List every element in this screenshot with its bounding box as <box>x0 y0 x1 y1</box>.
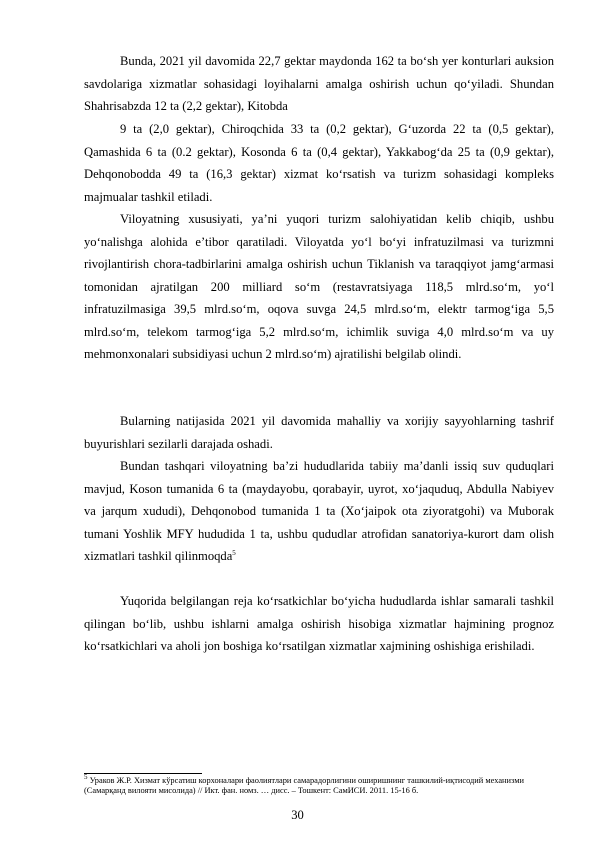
paragraph-1: Bunda, 2021 yil davomida 22,7 gektar maydonda 162 ta bo‘sh yer konturlari auksion savdolariga xizmatlar sohasidagi loyihalarni amalga oshirish uchun qo‘yiladi. Shundan Shahrisabzda 12 ta (2,2 gektar), Kitobda <box>84 54 554 113</box>
paragraph-4: Bularning natijasida 2021 yil davomida mahalliy va xorijiy sayyohlarning tashrif buyurishlari sezilarli darajada oshadi. <box>84 414 554 451</box>
paragraph-5-text: Bundan tashqari viloyatning ba’zi hududlarida tabiiy ma’danli issiq suv quduqlari mavjud, Koson tumanida 6 ta (maydayobu, qorabayir, uyrot, xo‘jaquduq, Abdulla Nabiyev va jarqum xududi), Dehqonobod tumanida 1 ta (Xo‘jaipok ota ziyoratgohi) va Muborak tumani Yoshlik MFY hududida 1 ta, ushbu qududlar atrofidan sanatoriya-kurort dam olish xizmatlari tashkil qilinmoqda <box>84 459 554 563</box>
paragraph-5 <box>84 455 554 568</box>
footnote-number: 5 <box>84 773 88 782</box>
footnote <box>84 773 554 797</box>
page-number: 30 <box>291 808 304 822</box>
footnote-divider <box>84 773 202 774</box>
paragraph-6: Yuqorida belgilangan reja ko‘rsatkichlar bo‘yicha hududlarda ishlar samarali tashkil qilingan bo‘lib, ushbu ishlarni amalga oshirish hisobiga xizmatlar hajmining prognoz ko‘rsatkichlari va aholi jon boshiga ko‘rsatilgan xizmatlar xajmining oshishiga erishiladi. <box>84 594 554 653</box>
paragraph-3: Viloyatning xususiyati, ya’ni yuqori turizm salohiyatidan kelib chiqib, ushbu yo‘nalishga alohida e’tibor qaratiladi. Viloyatda yo‘l bo‘yi infratuzilmasi va turizmni rivojlantirish chora-tadbirlarini amalga oshirish uchun Tiklanish va taraqqiyot jamg‘armasi tomonidan ajratilgan 200 milliard so‘m (restavratsiyaga 118,5 mlrd.so‘m, yo‘l infratuzilmasiga 39,5 mlrd.so‘m, oqova suvga 24,5 mlrd.so‘m, elektr tarmog‘iga 5,5 mlrd.so‘m, telekom tarmog‘iga 5,2 mlrd.so‘m, ichimlik suviga 4,0 mlrd.so‘m va uy mehmonxonalari subsidiyasi uchun 2 mlrd.so‘m) ajratilishi belgilab olindi. <box>84 212 554 361</box>
paragraph-2: 9 ta (2,0 gektar), Chiroqchida 33 ta (0,2 gektar), G‘uzorda 22 ta (0,5 gektar), Qamashida 6 ta (0.2 gektar), Kosonda 6 ta (0,4 gektar), Yakkabog‘da 25 ta (0,9 gektar), Dehqonobodda 49 ta (16,3 gektar) xizmat ko‘rsatish va turizm sohasidagi kompleks majmualar tashkil etiladi. <box>84 122 554 204</box>
footnote-text: Ураков Ж.Р. Хизмат кўрсатиш корхоналари фаолиятлари самарадорлигини оширишнинг ташкилий-иқтисодий механизми (Самарқанд вилояти мисолида) // Икт. фан. номз. … дисс. – Тошкент: СамИСИ. 2011. 15-16 б. <box>84 776 524 796</box>
footnote-reference: 5 <box>232 548 236 557</box>
